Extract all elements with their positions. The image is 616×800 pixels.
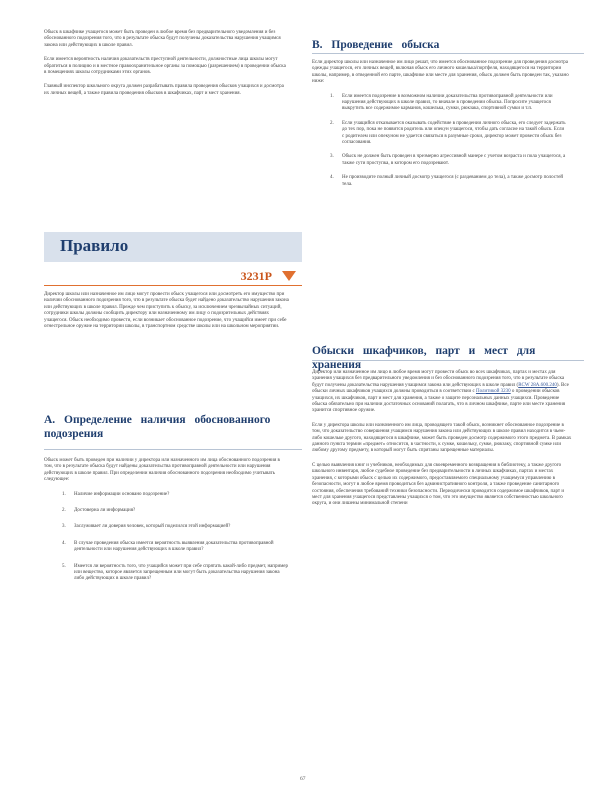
section-a-body: [44, 458, 290, 593]
list-item: 4. Не производите полный личный досмотр учащегося (с раздеванием до тела), а также досмотр полостей тела.: [330, 175, 564, 187]
section-b-heading: [312, 38, 584, 52]
section-c-body: [312, 370, 574, 516]
section-c-divider: [312, 360, 584, 361]
rule-body: [44, 292, 290, 338]
section-c-paragraph: Директор или назначенное им лицо в любое время могут провести обыск во всех шкафчиках, партах и местах для хранения учащихся без предварительного уведомления и без обоснованного подозрения того, что в результате обыска будут получены доказательства нарушения учащимся закона или действующих в школе правил (RCW 28A.600.240). Все обыски личных шкафчиков учащихся должны проводиться в соответствии с Политикой 3230 о проведении обысков учащихся, их шкафчиков, парт и мест для хранения, а также о защите персональных данных учащихся. Проведение обыска обязательно при наличии достаточных оснований полагать, что в личном шкафчике, парте или месте хранения хранится спортивное оружие.: [312, 370, 569, 414]
section-b-body: [312, 60, 574, 196]
section-c-title: Обыски шкафчиков, парт и мест для хранения: [312, 345, 536, 371]
intro-paragraph: Обыск в шкафчике учащегося может быть проведен в любое время без предварительного уведомления и без обоснованного подозрения того, что в результате обыска будут получены доказательства нарушения учащимся закона или действующих в школе правил.: [44, 30, 281, 48]
list-item: 3. Обыск не должен быть проведен в чрезмерно агрессивной манере с учетом возраста и пола учащегося, а также сути проступка, в котором его подозревают.: [330, 154, 566, 166]
list-item: 2. Если учащийся отказывается оказывать содействие в проведении личного обыска, его следует задержать до тех пор, пока не появится родитель или опекун учащегося, чтобы дать согласие на такой обыск. Если с родителем или опекуном не удается связаться в разумные сроки, директор может провести обыск без согласования.: [330, 120, 566, 146]
section-b-divider: [312, 53, 584, 54]
rule-divider: [44, 285, 302, 286]
page-number: 67: [300, 776, 306, 782]
section-c-paragraph: Если у директора школы или назначенного им лица, проводящего такой обыск, возникнет обоснованное подозрение в том, что доказательство совершения учащимся нарушения закона или действующих в школе правил находится в чьем-либо кошельке другого, находящегося в шкафчике, может быть проведен досмотр содержимого этого предмета. В рамках данного пункта термин «предмет» относится, в частности, к сумке, кошельку, сумке, рюкзаку, спортивной сумке или любому другому предмету, в который могут быть спрятаны запрещенные материалы.: [312, 422, 572, 454]
criteria-list: [44, 492, 290, 583]
section-b-title: B. Проведение обыска: [312, 39, 440, 51]
list-item: 3. Заслуживает ли доверия человек, который поделился этой информацией?: [62, 524, 231, 530]
section-c-paragraph: С целью выявления книг и учебников, необходимых для своевременного возвращения в библиотеку, а также другого школьного инвентаря, любое судебное проведение без предварительности в личных шкафчиках, партах и местах хранения, с которыми обыск с целью их содержимого, предоставляемого специальному учащемуся управлению в безопасности, могут в любое время проводиться без административного контроля, а также проведение санитарного состояния, обеспечения требований техники безопасности. Периодически проводится содержимое шкафчиков, парт и мест для хранения учащегося представлены учащихся о том, что это имущество является собственностью школьного округа, и они лишены минимальной степени: [312, 462, 564, 507]
rule-code-row: [44, 268, 302, 284]
section-a-paragraph: Обыск может быть проведен при наличии у директора или назначенного им лица обоснованного подозрения в том, что в результате обыска будут найдены доказательства противоправной деятельности или нарушения действующих в школе правил. При определении наличия обоснованного подозрения необходимо учитывать следующее:: [44, 458, 280, 483]
section-c-heading: [312, 344, 584, 372]
section-a-title: A. Определение наличия обоснованного подозрения: [44, 414, 271, 440]
procedure-list: [312, 94, 574, 188]
intro-paragraph: Главный инспектор школьного округа должен разрабатывать правила проведения обысков учащихся и досмотра их личных вещей, а также правила проведения обысков в шкафчиках, парт и мест хранения.: [44, 84, 284, 96]
section-b-paragraph: Если директор школы или назначенное им лицо решат, что имеется обоснованное подозрение для проведения досмотра одежды учащегося, его личных вещей, включая обыск его личного кошелька/портфеля, находящегося на территории школы, например, в отведенной его парте, шкафчике или месте для хранения, обыск должен быть проведен так, указано ниже:: [312, 60, 569, 85]
list-item: 5. Имеется ли вероятность того, что учащийся может при себе спрятать какой-либо предмет, например или вещество, которое является запрещенным или могут быть доказательства нарушения закона либо действующих в школе правил?: [62, 563, 289, 582]
section-a-divider: [44, 449, 302, 450]
rule-code: 3231Р: [240, 269, 272, 283]
left-intro: [44, 30, 302, 105]
policy-link[interactable]: Политикой 3230: [475, 389, 511, 395]
list-item: 1. Если имеется подозрение в возможном наличии доказательства противоправной деятельности или нарушения действующих в школе правил, то вначале в проведении обыска. Попросите учащегося выкрутить все содержимое карманов, кошелька, сумки, рюкзака, спортивной сумки и т.п.: [330, 93, 553, 112]
list-item: 4. В случае проведения обыска имеется вероятность выявления доказательства противоправной деятельности или нарушения действующих в школе правил?: [62, 540, 274, 553]
section-a-heading: [44, 413, 294, 441]
triangle-down-icon: [282, 271, 296, 281]
list-item: 1. Наличие информации основано подозрение?: [62, 491, 170, 497]
rule-paragraph: Директор школы или назначенное им лицо могут провести обыск учащегося или досмотреть его имущество при наличии обоснованного подозрения того, что в результате обыска будет найдено доказательство нарушения закона или действующих в школе правил. Прежде чем приступить к обыску, за исключением чрезвычайных ситуаций, сотрудники школы должны сообщить директору или назначенному им лицу о подозрительных действиях учащегося. Обыск необходимо провести, если возникает обоснованное подозрение, что учащийся имеет при себе огнестрельное оружие на территории школы, в транспортном средстве школы или на школьном мероприятии.: [44, 292, 289, 330]
list-item: 2. Достоверна ли информация?: [62, 508, 136, 514]
intro-paragraph: Если имеется вероятность наличия доказательств преступной деятельности, должностные лица школы могут обратиться в полицию и в местное правоохранительное органы за помощью (разрешением) в проведении обыска в помещениях школы сотрудниками этих органов.: [44, 57, 286, 76]
rule-title: Правило: [60, 236, 129, 255]
rcw-link[interactable]: RCW 28A.600.240: [518, 382, 557, 388]
